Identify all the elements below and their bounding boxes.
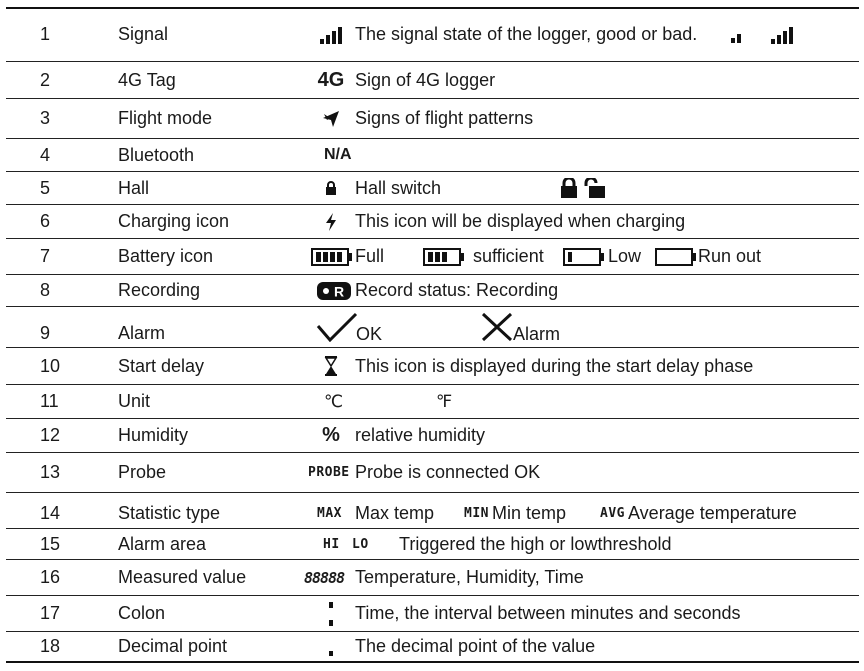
- lock-icon: [311, 172, 351, 204]
- row-name: Start delay: [118, 355, 205, 376]
- check-icon: [316, 307, 358, 347]
- row-name: Measured value: [118, 567, 247, 587]
- battery-sufficient-icon: [423, 239, 465, 274]
- row-number: 4: [40, 144, 51, 165]
- table-row: [6, 385, 859, 418]
- row-name: Recording: [118, 280, 201, 300]
- table-row: [6, 348, 859, 384]
- row-number: 15: [40, 533, 61, 554]
- row-description: relative humidity: [355, 425, 486, 445]
- table-row: [6, 560, 859, 595]
- table-row: [6, 493, 859, 528]
- row-number: 18: [40, 636, 61, 656]
- airplane-icon: [311, 99, 351, 138]
- row-name: Alarm: [118, 322, 166, 343]
- row-description: This icon is displayed during the start delay phase: [355, 355, 754, 376]
- signal-bars-icon: [311, 8, 351, 61]
- percent-icon: %: [322, 424, 340, 446]
- seven-segment-digits-icon: 88888: [304, 568, 345, 587]
- row-number: 2: [40, 69, 51, 90]
- avg-icon: AVG: [600, 506, 625, 521]
- 4g-icon: 4G: [317, 68, 345, 91]
- table-row: [6, 275, 859, 306]
- row-name: Bluetooth: [118, 144, 195, 165]
- table-row: [6, 419, 859, 452]
- row-number: 16: [40, 567, 61, 587]
- min-icon: MIN: [464, 506, 489, 521]
- battery-full-icon: [311, 239, 353, 274]
- battery-full-label: Full: [355, 246, 385, 266]
- row-description: Hall switch: [355, 177, 442, 198]
- row-name: Statistic type: [118, 503, 221, 523]
- row-description: Temperature, Humidity, Time: [355, 567, 584, 587]
- table-row: [6, 529, 859, 559]
- row-description: The decimal point of the value: [355, 636, 596, 656]
- row-number: 5: [40, 177, 51, 198]
- row-name: Probe: [118, 462, 167, 482]
- battery-runout-label: Run out: [698, 246, 762, 266]
- lightning-icon: [311, 205, 351, 238]
- hi-icon: HI: [323, 536, 340, 552]
- svg-text:R: R: [334, 283, 345, 299]
- row-number: 10: [40, 355, 61, 376]
- row-name: Battery icon: [118, 246, 214, 266]
- row-number: 1: [40, 24, 51, 44]
- row-number: 7: [40, 246, 51, 266]
- row-number: 8: [40, 280, 51, 300]
- lo-icon: LO: [352, 536, 369, 552]
- row-name: Charging icon: [118, 211, 230, 231]
- row-number: 3: [40, 108, 51, 128]
- row-number: 6: [40, 211, 51, 231]
- row-name: Flight mode: [118, 108, 213, 128]
- max-icon: MAX: [317, 506, 342, 521]
- lock-open-icon: [584, 172, 606, 204]
- row-description: Time, the interval between minutes and seconds: [355, 603, 741, 623]
- battery-sufficient-label: sufficient: [473, 246, 544, 266]
- bluetooth-na-text: N/A: [324, 146, 352, 163]
- row-description: This icon will be displayed when charging: [355, 211, 686, 231]
- hourglass-icon: [311, 348, 351, 384]
- row-number: 12: [40, 425, 61, 445]
- row-name: Unit: [118, 391, 151, 411]
- table-row: [6, 632, 859, 661]
- row-description: Sign of 4G logger: [355, 69, 496, 90]
- table-row: [6, 307, 859, 347]
- row-name: Humidity: [118, 425, 189, 445]
- min-label: Min temp: [492, 503, 567, 523]
- row-name: Hall: [118, 177, 150, 198]
- battery-low-icon: [563, 239, 605, 274]
- battery-empty-icon: [655, 239, 697, 274]
- row-description: Probe is connected OK: [355, 462, 541, 482]
- table-row: [6, 172, 859, 204]
- icon-legend-table: [6, 0, 859, 671]
- table-row: [6, 139, 859, 171]
- row-number: 9: [40, 322, 51, 343]
- row-name: 4G Tag: [118, 69, 176, 90]
- row-description: Record status: Recording: [355, 280, 559, 300]
- record-icon: [317, 275, 351, 306]
- row-number: 13: [40, 462, 61, 482]
- row-number: 14: [40, 503, 61, 523]
- table-row: [6, 205, 859, 238]
- avg-label: Average temperature: [628, 503, 797, 523]
- signal-good-icon: [770, 8, 794, 61]
- row-number: 11: [40, 391, 59, 411]
- battery-low-label: Low: [608, 246, 642, 266]
- table-row: [6, 99, 859, 138]
- alarm-ok-label: OK: [356, 323, 383, 344]
- row-number: 17: [40, 603, 61, 623]
- row-name: Alarm area: [118, 533, 207, 554]
- probe-icon: PROBE: [308, 465, 350, 480]
- lock-closed-icon: [560, 172, 578, 204]
- row-description: Signs of flight patterns: [355, 108, 534, 128]
- row-name: Signal: [118, 24, 169, 44]
- row-name: Decimal point: [118, 636, 228, 656]
- fahrenheit-icon: ℉: [436, 391, 453, 411]
- row-description: Triggered the high or lowthreshold: [399, 533, 672, 554]
- table-row: [6, 239, 859, 274]
- row-description: The signal state of the logger, good or bad.: [355, 24, 698, 44]
- decimal-point-icon: [311, 632, 351, 661]
- max-label: Max temp: [355, 503, 435, 523]
- signal-bad-icon: [730, 8, 744, 61]
- table-row: [6, 453, 859, 492]
- table-row: [6, 62, 859, 98]
- table-row: [6, 8, 859, 61]
- celsius-icon: ℃: [324, 391, 344, 411]
- cross-icon: [480, 307, 514, 347]
- colon-icon: [311, 596, 351, 631]
- table-row: [6, 596, 859, 631]
- row-name: Colon: [118, 603, 166, 623]
- alarm-label: Alarm: [513, 323, 561, 344]
